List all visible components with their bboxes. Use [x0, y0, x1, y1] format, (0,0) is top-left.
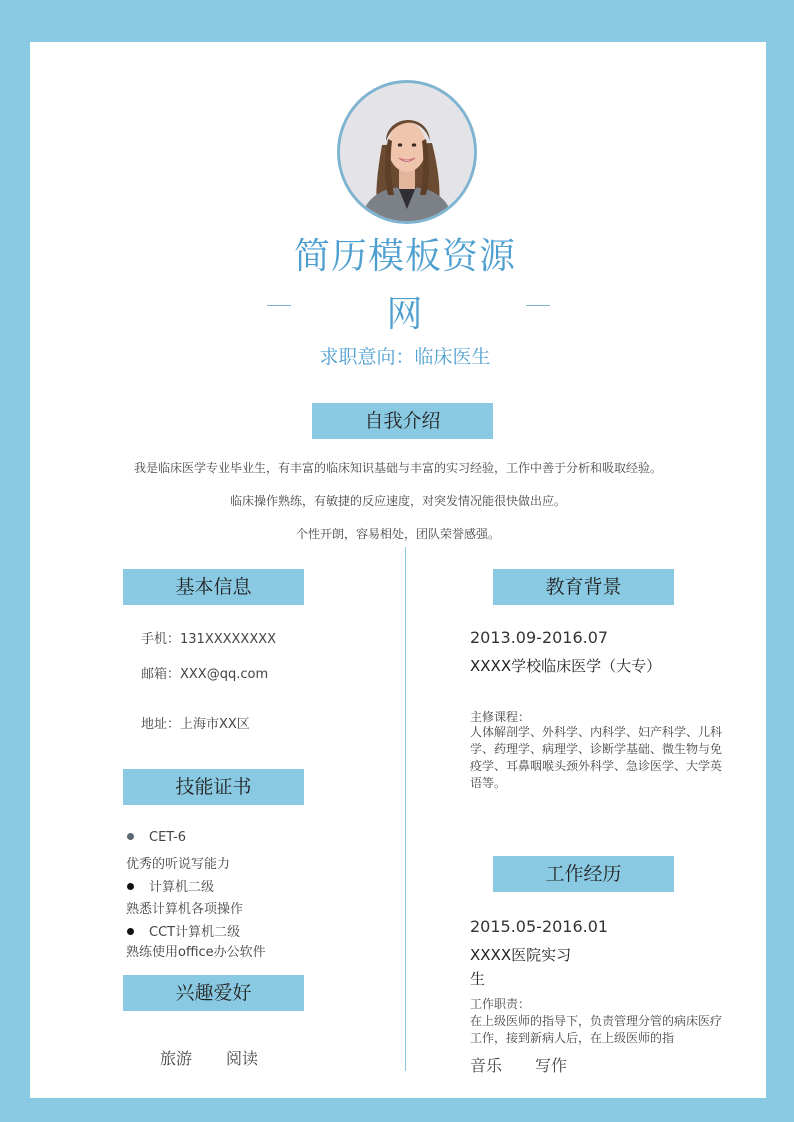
- courses-label: 主修课程：: [470, 710, 531, 724]
- title-dash-left: [267, 305, 291, 306]
- skill-item: [127, 876, 214, 895]
- duties-label: 工作职责：: [470, 997, 531, 1011]
- resume-page: [30, 42, 766, 1098]
- phone-number: 手机：131XXXXXXXX: [141, 632, 277, 647]
- skill-item: [127, 830, 186, 845]
- section-heading-work: 工作经历: [493, 856, 674, 892]
- duties-text: 在上级医师的指导下，负责管理分管的病床医疗工作，接到新病人后，在上级医师的指: [470, 1014, 723, 1045]
- skill-description: 熟练使用office办公软件: [126, 945, 266, 960]
- skill-item: [127, 921, 240, 940]
- title-dash-right: [526, 305, 550, 306]
- skill-description: 优秀的听说写能力: [126, 857, 231, 872]
- portrait-image: [340, 83, 474, 221]
- bullet-dot-icon: [127, 928, 134, 935]
- profile-photo: [337, 80, 477, 224]
- courses-list: 人体解剖学、外科学、内科学、妇产科学、儿科学、药理学、病理学、诊断学基础、微生物与免疫学、耳鼻咽喉头颈外科学、急诊医学、大学英语等。: [470, 725, 723, 790]
- section-heading-intro: 自我介绍: [312, 403, 493, 439]
- job-intent: 求职意向：临床医生: [319, 346, 491, 368]
- column-divider: [405, 547, 406, 1071]
- hobby-item: 旅游: [160, 1049, 193, 1068]
- education-date: 2013.09-2016.07: [470, 628, 609, 647]
- hobby-item: 音乐: [470, 1056, 503, 1075]
- intro-line-3: 个性开朗，容易相处，团队荣誉感强。: [295, 527, 500, 541]
- skill-title: CET-6: [149, 830, 187, 845]
- skill-title: CCT计算机二级: [149, 925, 241, 940]
- intro-line-1: 我是临床医学专业毕业生，有丰富的临床知识基础与丰富的实习经验，工作中善于分析和吸取经验。: [133, 461, 662, 475]
- work-place: XXXX医院实习生: [470, 946, 572, 988]
- candidate-name: 简历模板资源网: [293, 236, 516, 335]
- section-heading-skills: 技能证书: [123, 769, 304, 805]
- bullet-dot-icon: [127, 883, 134, 890]
- email-address: 邮箱：XXX@qq.com: [141, 667, 269, 682]
- intro-line-2: 临床操作熟练，有敏捷的反应速度，对突发情况能很快做出应。: [229, 494, 566, 508]
- section-heading-education: 教育背景: [493, 569, 674, 605]
- section-heading-hobbies: 兴趣爱好: [123, 975, 304, 1011]
- home-address: 地址：上海市XX区: [141, 717, 250, 732]
- skill-description: 熟悉计算机各项操作: [126, 902, 244, 917]
- hobby-item: 阅读: [226, 1049, 259, 1068]
- section-heading-basic: 基本信息: [123, 569, 304, 605]
- work-date: 2015.05-2016.01: [470, 917, 609, 936]
- hobby-item: 写作: [535, 1056, 568, 1075]
- education-school: XXXX学校临床医学（大专）: [470, 657, 662, 675]
- skill-title: 计算机二级: [149, 880, 215, 895]
- bullet-dot-icon: [127, 833, 134, 840]
